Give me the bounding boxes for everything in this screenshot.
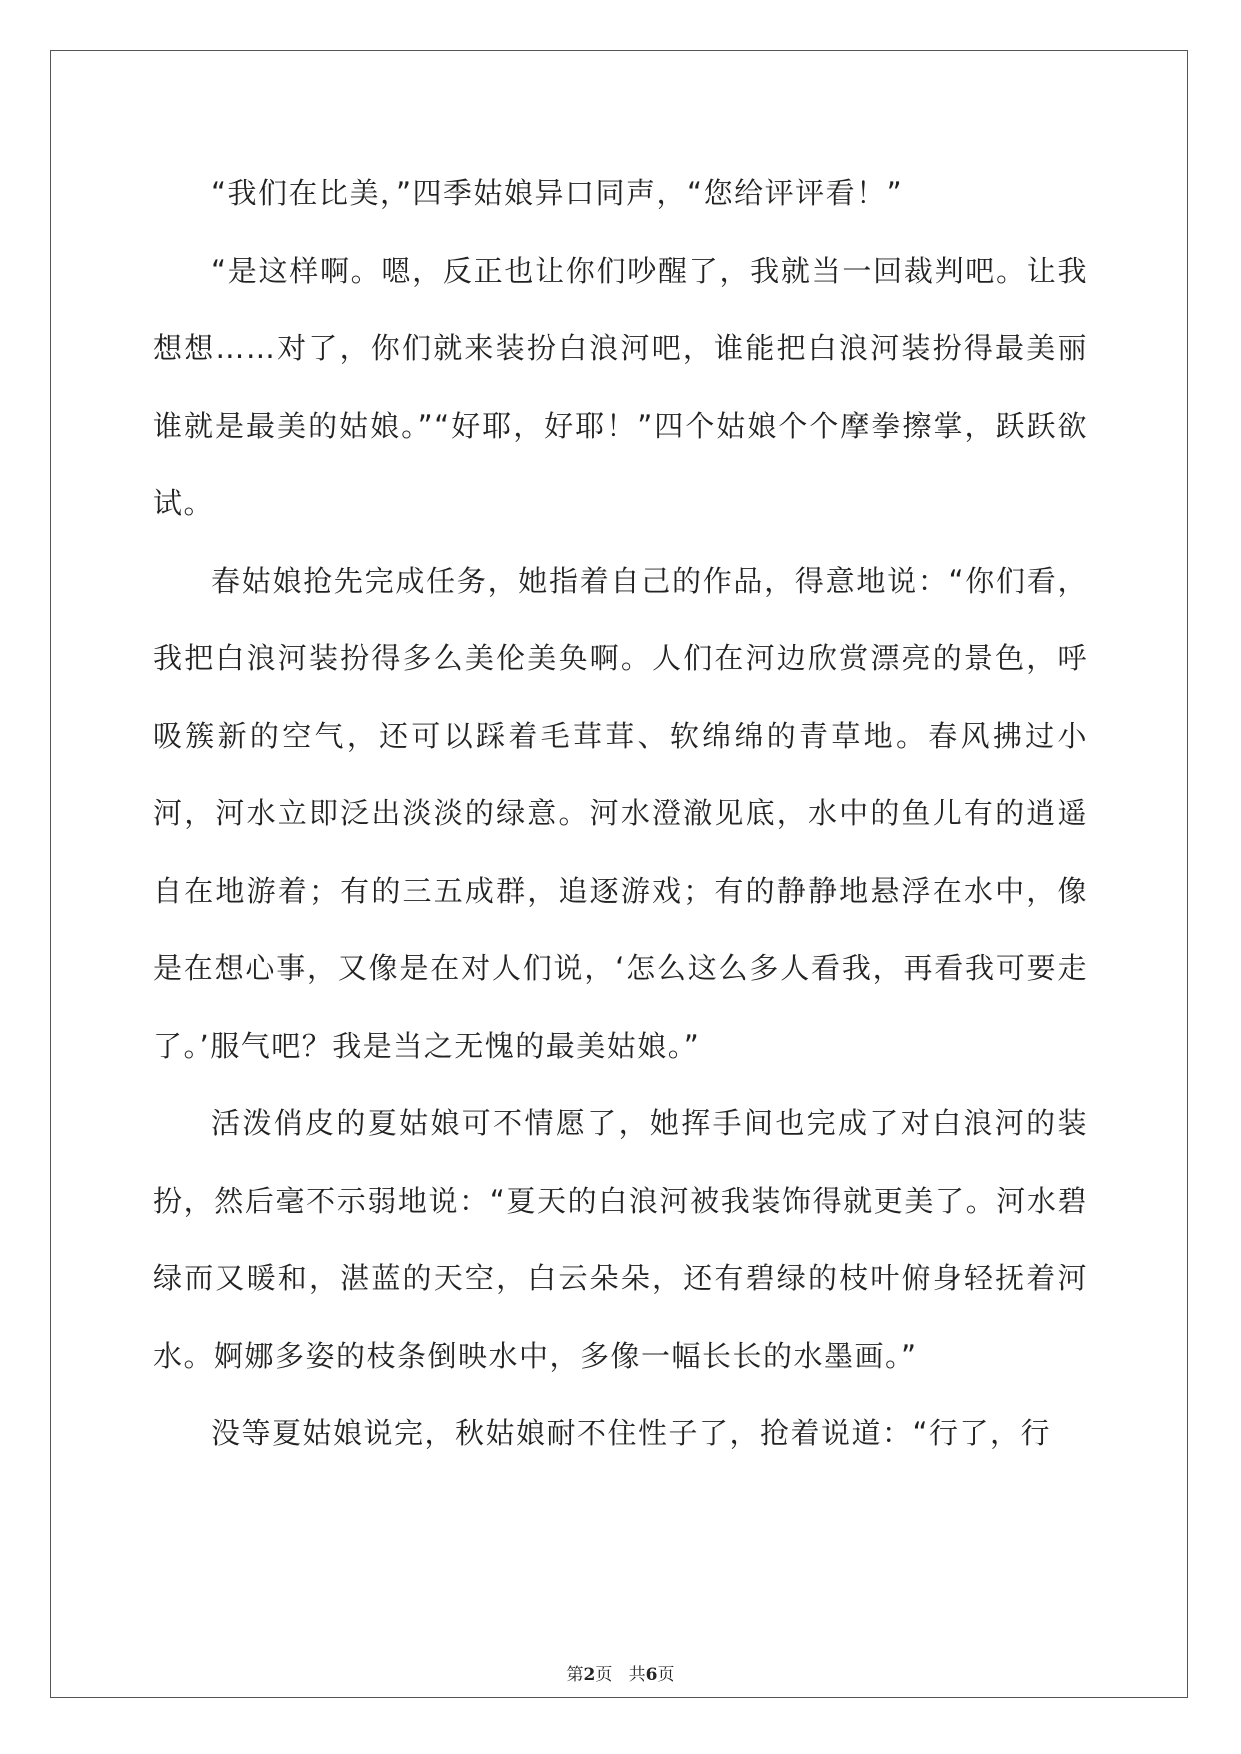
page-footer — [0, 1660, 1241, 1685]
body-text — [153, 155, 1088, 1473]
paragraph-4: 活泼俏皮的夏姑娘可不情愿了，她挥手间也完成了对白浪河的装扮，然后毫不示弱地说：“夏天的白浪河被我装饰得就更美了。河水碧绿而又暖和，湛蓝的天空，白云朵朵，还有碧绿的枝叶俯身轻抚着河水。婀娜多姿的枝条倒映水中，多像一幅长长的水墨画。” — [153, 1106, 1088, 1373]
page-number-suffix: 页 — [595, 1665, 613, 1685]
paragraph-1: “我们在比美，”四季姑娘异口同声，“您给评评看！” — [211, 176, 904, 210]
page-number: 2 — [583, 1665, 596, 1685]
total-pages: 6 — [645, 1665, 658, 1685]
page-number-prefix: 第 — [566, 1665, 584, 1685]
total-pages-prefix: 共 — [628, 1665, 646, 1685]
paragraph-3: 春姑娘抢先完成任务，她指着自己的作品，得意地说：“你们看，我把白浪河装扮得多么美伦美奂啊。人们在河边欣赏漂亮的景色，呼吸簇新的空气，还可以踩着毛茸茸、软绵绵的青草地。春风拂过小河，河水立即泛出淡淡的绿意。河水澄澈见底，水中的鱼儿有的逍遥自在地游着；有的三五成群，追逐游戏；有的静静地悬浮在水中，像是在想心事，又像是在对人们说，‘怎么这么多人看我，再看我可要走了。’服气吧？我是当之无愧的最美姑娘。” — [153, 563, 1088, 1063]
paragraph-5: 没等夏姑娘说完，秋姑娘耐不住性子了，抢着说道：“行了，行 — [211, 1416, 1052, 1450]
total-pages-suffix: 页 — [657, 1665, 675, 1685]
paragraph-2: “是这样啊。嗯，反正也让你们吵醒了，我就当一回裁判吧。让我想想……对了，你们就来装扮白浪河吧，谁能把白浪河装扮得最美丽谁就是最美的姑娘。”“好耶，好耶！”四个姑娘个个摩拳擦掌，跃跃欲试。 — [153, 253, 1088, 520]
